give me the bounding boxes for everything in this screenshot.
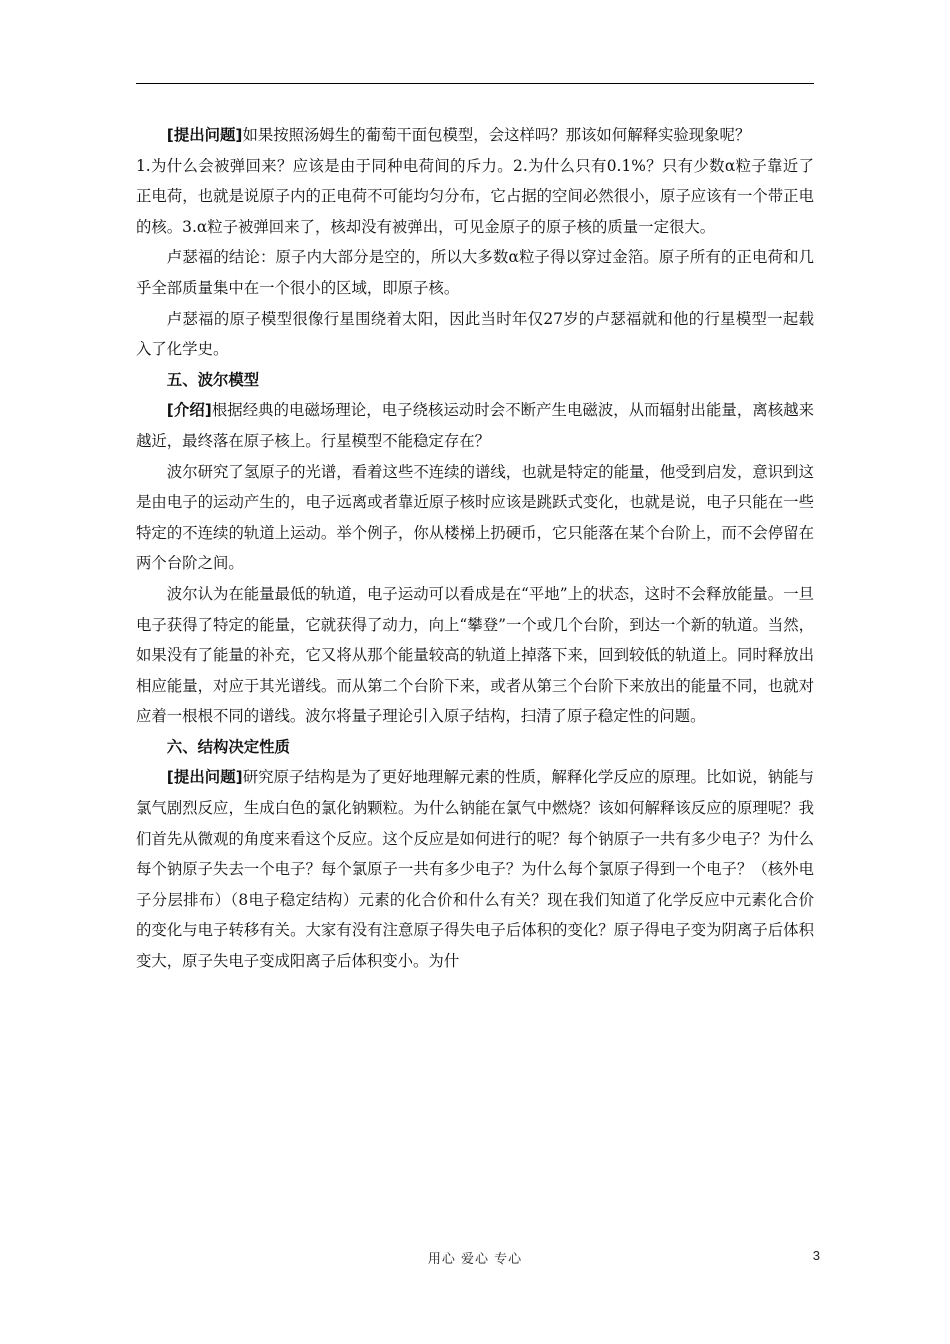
paragraph bbox=[136, 304, 814, 365]
header-rule bbox=[136, 83, 814, 84]
paragraph-text: 波尔研究了氢原子的光谱，看着这些不连续的谱线，也就是特定的能量，他受到启发，意识到这是由电子的运动产生的，电子远离或者靠近原子核时应该是跳跃式变化，也就是说，电子只能在一些特定的不连续的轨道上运动。举个例子，你从楼梯上扔硬币，它只能落在某个台阶上，而不会停留在两个台阶之间。 bbox=[136, 462, 814, 573]
paragraph bbox=[136, 579, 814, 732]
section-heading: 五、波尔模型 bbox=[166, 370, 260, 389]
paragraph-tag: [提出问题] bbox=[166, 768, 243, 787]
paragraph-tag: [提出问题] bbox=[166, 126, 243, 144]
paragraph bbox=[136, 120, 814, 151]
paragraph-text: 卢瑟福的结论：原子内大部分是空的，所以大多数α粒子得以穿过金箔。原子所有的正电荷和几乎全部质量集中在一个很小的区域，即原子核。 bbox=[136, 248, 814, 297]
paragraph-tag: [介绍] bbox=[166, 401, 212, 420]
paragraph bbox=[136, 457, 814, 579]
paragraph-text: 研究原子结构是为了更好地理解元素的性质，解释化学反应的原理。比如说，钠能与氯气剧烈反应，生成白色的氯化钠颗粒。为什么钠能在氯气中燃烧？该如何解释该反应的原理呢？我们首先从微观的角度来看这个反应。这个反应是如何进行的呢？每个钠原子一共有多少电子？为什么每个钠原子失去一个电子？每个氯原子一共有多少电子？为什么每个氯原子得到一个电子？（核外电子分层排布）（8电子稳定结构）元素的化合价和什么有关？现在我们知道了化学反应中元素化合价的变化与电子转移有关。大家有没有注意原子得失电子后体积的变化？原子得电子变为阴离子后体积变大，原子失电子变成阳离子后体积变小。为什 bbox=[136, 768, 814, 971]
paragraph-text: 如果按照汤姆生的葡萄干面包模型，会这样吗？那该如何解释实验现象呢？ bbox=[242, 126, 751, 144]
paragraph bbox=[136, 762, 814, 976]
paragraph-text: 1.为什么会被弹回来？应该是由于同种电荷间的斥力。2.为什么只有0.1%？只有少数α粒子靠近了正电荷，也就是说原子内的正电荷不可能均匀分布，它占据的空间必然很小，原子应该有一个带正电的核。3.α粒子被弹回来了，核却没有被弹出，可见金原子的原子核的质量一定很大。 bbox=[136, 156, 814, 236]
paragraph bbox=[136, 395, 814, 456]
footer-slogan: 用心 爱心 专心 bbox=[427, 1252, 523, 1267]
paragraph-text: 卢瑟福的原子模型很像行星围绕着太阳，因此当时年仅27岁的卢瑟福就和他的行星模型一起载入了化学史。 bbox=[136, 309, 814, 359]
paragraph-text: 波尔认为在能量最低的轨道，电子运动可以看成是在“平地”上的状态，这时不会释放能量。一旦电子获得了特定的能量，它就获得了动力，向上“攀登”一个或几个台阶，到达一个新的轨道。当然，如果没有了能量的补充，它又将从那个能量较高的轨道上掉落下来，回到较低的轨道上。同时释放出相应能量，对应于其光谱线。而从第二个台阶下来，或者从第三个台阶下来放出的能量不同，也就对应着一根根不同的谱线。波尔将量子理论引入原子结构，扫清了原子稳定性的问题。 bbox=[136, 584, 814, 726]
document-body bbox=[136, 120, 814, 977]
page-number: 3 bbox=[812, 1248, 820, 1263]
paragraph-text: 根据经典的电磁场理论，电子绕核运动时会不断产生电磁波，从而辐射出能量，离核越来越近，最终落在原子核上。行星模型不能稳定存在？ bbox=[136, 401, 814, 450]
section-heading: 六、结构决定性质 bbox=[166, 737, 290, 756]
paragraph bbox=[136, 242, 814, 303]
paragraph bbox=[136, 151, 814, 243]
